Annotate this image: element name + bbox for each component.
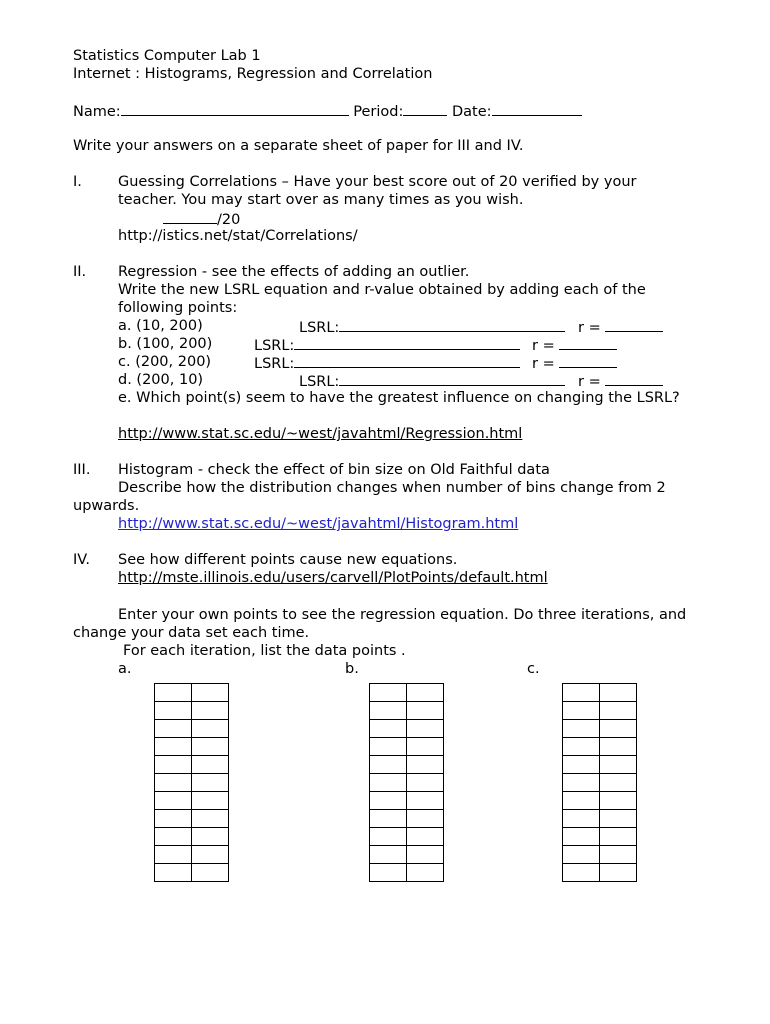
table-cell[interactable]: [370, 774, 407, 792]
regression-link[interactable]: http://www.stat.sc.edu/~west/javahtml/Regression.html: [118, 426, 523, 442]
table-row: [370, 738, 444, 756]
table-cell[interactable]: [155, 792, 192, 810]
iteration-a-label: a.: [118, 661, 132, 677]
table-cell[interactable]: [370, 864, 407, 882]
table-row: [370, 810, 444, 828]
table-row: [563, 774, 637, 792]
point-d-label: d. (200, 10): [118, 372, 204, 388]
table-cell[interactable]: [563, 756, 600, 774]
lsrl-label: LSRL:: [254, 356, 295, 372]
lsrl-blank-d[interactable]: [339, 371, 565, 386]
point-d-r: [578, 371, 663, 391]
section3-numeral: III.: [73, 462, 91, 478]
section2-line3: following points:: [118, 300, 238, 316]
table-cell[interactable]: [370, 720, 407, 738]
iteration-b-label: b.: [345, 661, 359, 677]
table-cell[interactable]: [192, 828, 229, 846]
table-cell[interactable]: [370, 702, 407, 720]
table-cell[interactable]: [600, 846, 637, 864]
r-label: r =: [578, 320, 601, 336]
point-c-r: [532, 353, 617, 373]
point-c-lsrl: [254, 353, 520, 373]
r-blank-b[interactable]: [559, 335, 617, 350]
table-row: [155, 738, 229, 756]
table-cell[interactable]: [407, 684, 444, 702]
point-a-r: [578, 317, 663, 337]
table-cell[interactable]: [192, 810, 229, 828]
table-row: [563, 720, 637, 738]
lsrl-blank-b[interactable]: [294, 335, 520, 350]
table-cell[interactable]: [563, 846, 600, 864]
table-cell[interactable]: [407, 774, 444, 792]
table-cell[interactable]: [563, 774, 600, 792]
section4-numeral: IV.: [73, 552, 90, 568]
table-cell[interactable]: [600, 738, 637, 756]
instructions: Write your answers on a separate sheet of paper for III and IV.: [73, 138, 524, 154]
table-row: [563, 702, 637, 720]
point-d-lsrl: [299, 371, 565, 391]
score-suffix: /20: [217, 212, 241, 228]
table-row: [370, 846, 444, 864]
section3-line3: upwards.: [73, 498, 140, 514]
point-b-label: b. (100, 200): [118, 336, 213, 352]
table-cell[interactable]: [155, 756, 192, 774]
table-row: [370, 720, 444, 738]
table-cell[interactable]: [563, 792, 600, 810]
r-label: r =: [578, 374, 601, 390]
name-label: Name:: [73, 104, 121, 120]
section3-line2: Describe how the distribution changes when number of bins change from 2: [118, 480, 666, 496]
table-cell[interactable]: [600, 810, 637, 828]
table-row: [370, 756, 444, 774]
point-b-r: [532, 335, 617, 355]
table-cell[interactable]: [192, 684, 229, 702]
page-subtitle: Internet : Histograms, Regression and Correlation: [73, 66, 433, 82]
table-row: [370, 828, 444, 846]
table-row: [155, 810, 229, 828]
histogram-link[interactable]: http://www.stat.sc.edu/~west/javahtml/Histogram.html: [118, 516, 519, 532]
table-row: [563, 756, 637, 774]
point-a-lsrl: [299, 317, 565, 337]
table-cell[interactable]: [600, 684, 637, 702]
table-cell[interactable]: [407, 846, 444, 864]
section2-numeral: II.: [73, 264, 87, 280]
table-cell[interactable]: [370, 756, 407, 774]
table-row: [563, 864, 637, 882]
section2-line1: Regression - see the effects of adding an outlier.: [118, 264, 470, 280]
table-row: [563, 684, 637, 702]
point-b-lsrl: [254, 335, 520, 355]
table-cell[interactable]: [370, 792, 407, 810]
table-cell[interactable]: [600, 792, 637, 810]
table-cell[interactable]: [155, 846, 192, 864]
table-cell[interactable]: [155, 828, 192, 846]
score-blank[interactable]: [163, 209, 217, 224]
section1-url[interactable]: http://istics.net/stat/Correlations/: [118, 228, 358, 244]
table-cell[interactable]: [600, 774, 637, 792]
lsrl-label: LSRL:: [299, 320, 340, 336]
table-cell[interactable]: [192, 702, 229, 720]
section4-para2: change your data set each time.: [73, 625, 310, 641]
r-label: r =: [532, 356, 555, 372]
table-cell[interactable]: [370, 738, 407, 756]
table-cell[interactable]: [407, 756, 444, 774]
table-cell[interactable]: [407, 738, 444, 756]
table-cell[interactable]: [155, 774, 192, 792]
table-cell[interactable]: [407, 810, 444, 828]
table-row: [563, 738, 637, 756]
r-blank-c[interactable]: [559, 353, 617, 368]
table-cell[interactable]: [155, 702, 192, 720]
period-blank[interactable]: [403, 101, 447, 116]
table-cell[interactable]: [600, 864, 637, 882]
table-cell[interactable]: [600, 828, 637, 846]
lsrl-blank-a[interactable]: [339, 317, 565, 332]
page-title: Statistics Computer Lab 1: [73, 48, 261, 64]
table-cell[interactable]: [155, 684, 192, 702]
table-cell[interactable]: [192, 864, 229, 882]
name-blank[interactable]: [121, 101, 349, 116]
section1-numeral: I.: [73, 174, 82, 190]
section1-line1: Guessing Correlations – Have your best score out of 20 verified by your: [118, 174, 637, 190]
table-cell[interactable]: [192, 792, 229, 810]
table-row: [370, 774, 444, 792]
table-row: [155, 720, 229, 738]
student-info-line: [73, 101, 582, 121]
table-row: [563, 846, 637, 864]
r-blank-d[interactable]: [605, 371, 663, 386]
score-line: [163, 209, 240, 229]
lsrl-label: LSRL:: [299, 374, 340, 390]
table-cell[interactable]: [407, 828, 444, 846]
point-a-label: a. (10, 200): [118, 318, 203, 334]
section3-line1: Histogram - check the effect of bin size on Old Faithful data: [118, 462, 550, 478]
table-row: [563, 828, 637, 846]
table-row: [155, 684, 229, 702]
table-row: [155, 774, 229, 792]
table-cell[interactable]: [563, 864, 600, 882]
table-cell[interactable]: [192, 846, 229, 864]
data-table-b[interactable]: [369, 683, 444, 882]
table-row: [155, 756, 229, 774]
table-cell[interactable]: [370, 810, 407, 828]
table-row: [370, 684, 444, 702]
table-cell[interactable]: [563, 828, 600, 846]
section4-para3: For each iteration, list the data points .: [123, 643, 406, 659]
table-row: [155, 828, 229, 846]
lsrl-blank-c[interactable]: [294, 353, 520, 368]
table-cell[interactable]: [192, 720, 229, 738]
table-cell[interactable]: [563, 702, 600, 720]
table-row: [370, 702, 444, 720]
table-cell[interactable]: [192, 738, 229, 756]
section2-line2: Write the new LSRL equation and r-value obtained by adding each of the: [118, 282, 646, 298]
period-label: Period:: [353, 104, 404, 120]
table-cell[interactable]: [563, 684, 600, 702]
table-row: [563, 810, 637, 828]
table-row: [155, 864, 229, 882]
question-e: e. Which point(s) seem to have the greatest influence on changing the LSRL?: [118, 390, 680, 406]
r-label: r =: [532, 338, 555, 354]
table-cell[interactable]: [192, 756, 229, 774]
table-row: [370, 864, 444, 882]
iteration-c-label: c.: [527, 661, 540, 677]
table-row: [370, 792, 444, 810]
table-cell[interactable]: [370, 684, 407, 702]
lsrl-label: LSRL:: [254, 338, 295, 354]
table-cell[interactable]: [155, 864, 192, 882]
section4-para1: Enter your own points to see the regression equation. Do three iterations, and: [118, 607, 687, 623]
table-cell[interactable]: [370, 846, 407, 864]
table-row: [155, 702, 229, 720]
table-cell[interactable]: [155, 738, 192, 756]
table-cell[interactable]: [407, 720, 444, 738]
table-cell[interactable]: [407, 702, 444, 720]
section1-line2: teacher. You may start over as many times as you wish.: [118, 192, 524, 208]
table-cell[interactable]: [192, 774, 229, 792]
table-cell[interactable]: [407, 864, 444, 882]
data-table-a[interactable]: [154, 683, 229, 882]
table-cell[interactable]: [563, 810, 600, 828]
table-cell[interactable]: [600, 702, 637, 720]
date-label: Date:: [452, 104, 492, 120]
table-cell[interactable]: [155, 810, 192, 828]
point-c-label: c. (200, 200): [118, 354, 212, 370]
table-cell[interactable]: [563, 720, 600, 738]
table-row: [155, 792, 229, 810]
data-table-c[interactable]: [562, 683, 637, 882]
table-cell[interactable]: [600, 720, 637, 738]
table-row: [563, 792, 637, 810]
r-blank-a[interactable]: [605, 317, 663, 332]
section4-line1: See how different points cause new equations.: [118, 552, 458, 568]
plotpoints-link[interactable]: http://mste.illinois.edu/users/carvell/PlotPoints/default.html: [118, 570, 548, 586]
table-cell[interactable]: [407, 792, 444, 810]
table-cell[interactable]: [563, 738, 600, 756]
table-cell[interactable]: [155, 720, 192, 738]
table-cell[interactable]: [600, 756, 637, 774]
date-blank[interactable]: [492, 101, 582, 116]
table-cell[interactable]: [370, 828, 407, 846]
table-row: [155, 846, 229, 864]
